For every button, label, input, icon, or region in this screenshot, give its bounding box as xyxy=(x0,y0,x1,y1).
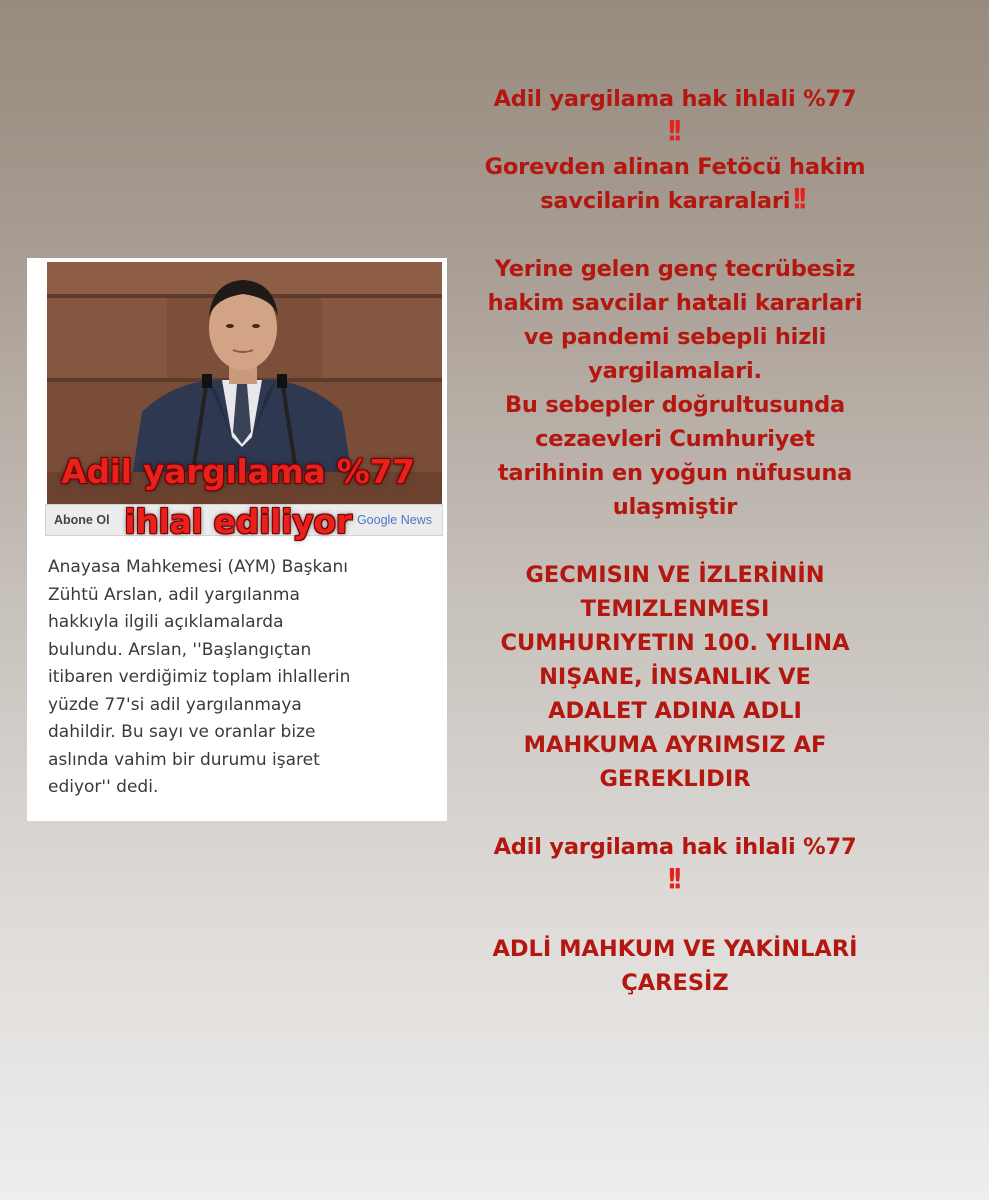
paragraph-4-line: Adil yargilama hak ihlali %77 xyxy=(493,834,857,860)
article-line: Anayasa Mahkemesi (AYM) Başkanı xyxy=(48,557,348,577)
paragraph-3-line: NIŞANE, İNSANLIK VE xyxy=(539,664,811,690)
paragraph-1-line: savcilarin kararalari xyxy=(540,188,791,214)
paragraph-2-line: ve pandemi sebepli hizli xyxy=(523,324,827,350)
paragraph-3-line: GEREKLIDIR xyxy=(599,766,751,792)
paragraph-2-line: Bu sebepler doğrultusunda xyxy=(504,392,845,418)
article-line: ediyor'' dedi. xyxy=(48,777,159,797)
paragraph-2-line: Yerine gelen genç tecrübesiz xyxy=(494,256,856,282)
message-text xyxy=(440,82,910,1000)
news-card xyxy=(27,258,447,821)
double-exclamation-icon: !! xyxy=(666,862,679,895)
paragraph-3-line: CUMHURIYETIN 100. YILINA xyxy=(500,630,850,656)
paragraph-2-line: yargilamalari. xyxy=(588,358,762,384)
paragraph-3-line: TEMIZLENMESI xyxy=(580,596,770,622)
article-line: bulundu. Arslan, ''Başlangıçtan xyxy=(48,639,312,660)
paragraph-2-line: hakim savcilar hatali kararlari xyxy=(487,290,863,316)
paragraph-5-line: ADLİ MAHKUM VE YAKİNLARİ xyxy=(492,936,858,962)
headline-line-2: ihlal ediliyor xyxy=(124,502,352,541)
article-line: itibaren verdiğimiz toplam ihlallerin xyxy=(48,667,351,687)
paragraph-3-line: GECMISIN VE İZLERİNİN xyxy=(525,562,825,588)
paragraph-3-line: ADALET ADINA ADLI xyxy=(548,698,802,724)
follow-button[interactable]: Abone Ol xyxy=(54,513,110,527)
paragraph-2-line: tarihinin en yoğun nüfusuna xyxy=(497,460,853,486)
article-line: yüzde 77'si adil yargılanmaya xyxy=(48,694,302,715)
paragraph-1-line: Adil yargilama hak ihlali %77 xyxy=(493,86,857,112)
double-exclamation-icon: !! xyxy=(791,182,804,215)
headline-line-1: Adil yargılama %77 xyxy=(61,452,415,491)
article-line: dahildir. Bu sayı ve oranlar bize xyxy=(48,722,316,742)
article-line: hakkıyla ilgili açıklamalarda xyxy=(48,612,284,632)
google-news-link[interactable]: Google News xyxy=(356,513,432,527)
paragraph-2-line: cezaevleri Cumhuriyet xyxy=(535,426,815,452)
paragraph-5-line: ÇARESİZ xyxy=(621,970,729,996)
paragraph-1-line: Gorevden alinan Fetöcü hakim xyxy=(484,154,866,180)
paragraph-3-line: MAHKUMA AYRIMSIZ AF xyxy=(523,732,827,758)
double-exclamation-icon: !! xyxy=(666,114,679,147)
article-line: aslında vahim bir durumu işaret xyxy=(48,749,320,770)
paragraph-2-line: ulaşmiştir xyxy=(612,494,738,520)
article-line: Zühtü Arslan, adil yargılanma xyxy=(48,584,300,605)
article-body xyxy=(48,554,438,802)
